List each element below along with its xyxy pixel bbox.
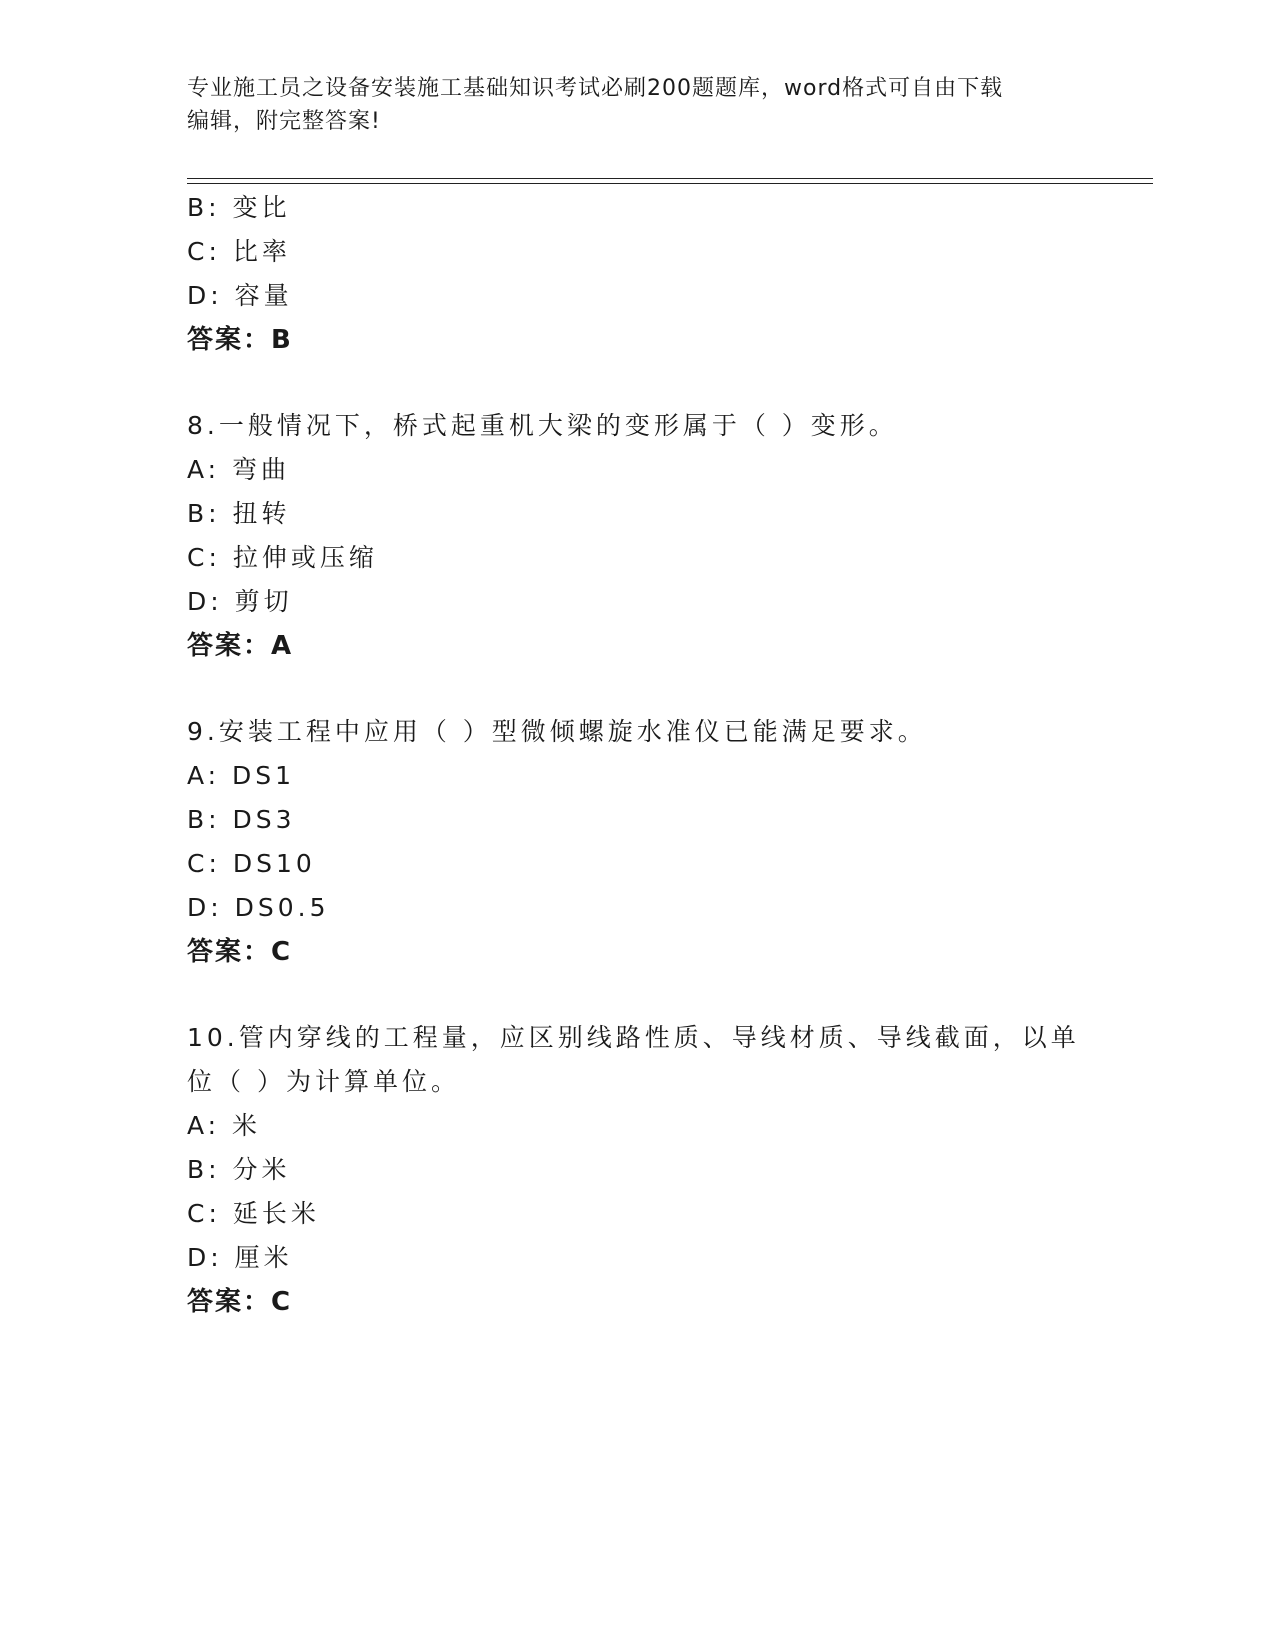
header-line-1: 专业施工员之设备安装施工基础知识考试必刷200题题库，word格式可自由下载 [187,76,1004,101]
header-rule-top [187,178,1153,179]
option-q7-b: B: 变比 [187,193,291,222]
option-q8-c: C: 拉伸或压缩 [187,543,378,572]
option-q9-a: A: DS1 [187,761,296,790]
option-q9-d: D: DS0.5 [187,893,330,922]
answer-q7: 答案：B [187,325,293,355]
option-q8-a: A: 弯曲 [187,455,291,484]
option-q8-d: D: 剪切 [187,587,293,616]
option-q10-a: A: 米 [187,1111,262,1140]
header-line-2: 编辑，附完整答案! [187,109,381,134]
answer-q8: 答案：A [187,631,294,661]
header-rule-bottom [187,183,1153,184]
option-q10-d: D: 厘米 [187,1243,293,1272]
question-8-text: 8.一般情况下，桥式起重机大梁的变形属于（ ）变形。 [187,411,898,440]
answer-q9: 答案：C [187,937,293,967]
question-9-text: 9.安装工程中应用（ ）型微倾螺旋水准仪已能满足要求。 [187,717,927,746]
option-q7-d: D: 容量 [187,281,293,310]
option-q9-c: C: DS10 [187,849,316,878]
option-q10-c: C: 延长米 [187,1199,320,1228]
option-q10-b: B: 分米 [187,1155,291,1184]
answer-q10: 答案：C [187,1287,293,1317]
document-header [187,72,1087,138]
question-10-text-line-1: 10.管内穿线的工程量，应区别线路性质、导线材质、导线截面，以单 [187,1023,1080,1052]
option-q7-c: C: 比率 [187,237,291,266]
option-q9-b: B: DS3 [187,805,296,834]
question-10-text-line-2: 位（ ）为计算单位。 [187,1067,460,1096]
option-q8-b: B: 扭转 [187,499,291,528]
